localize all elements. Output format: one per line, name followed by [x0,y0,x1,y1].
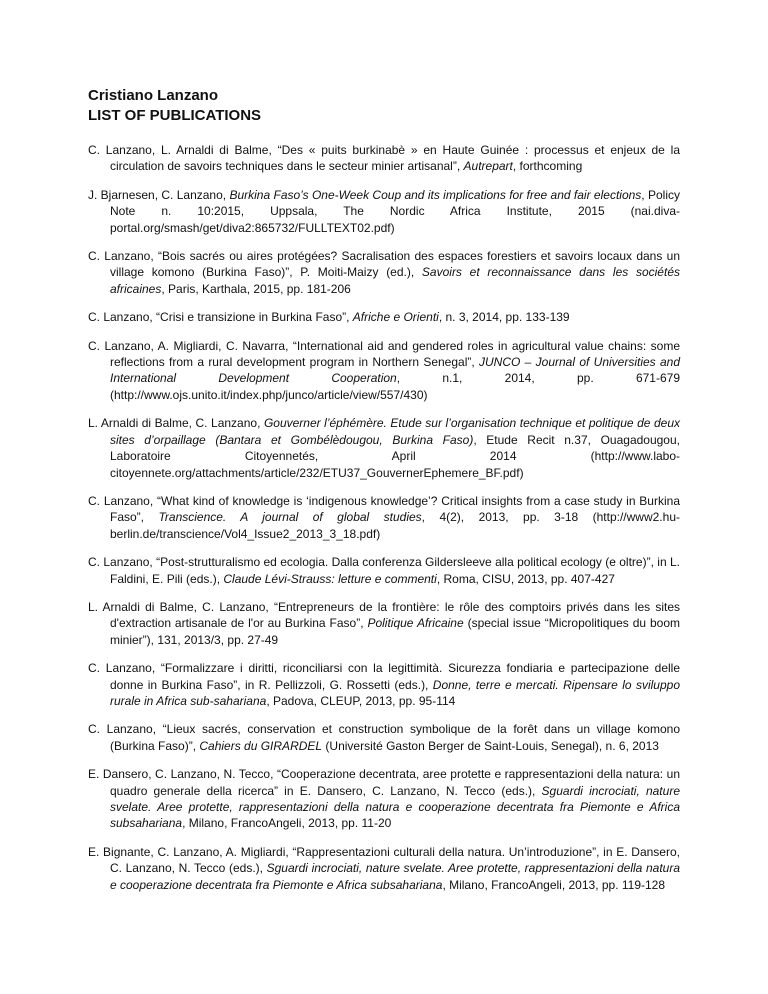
publication-entry: C. Lanzano, “What kind of knowledge is ‘indigenous knowledge’? Critical insights from a case study in Burkina Faso”, Transcience. A journal of global studies, 4(2), 2013, pp. 3-18 (http://www2.hu-berlin.de/transcience/Vol4_Issue2_2013_3_18.pdf) [88,493,680,541]
publication-entry: C. Lanzano, “Post-strutturalismo ed ecologia. Dalla conferenza Gildersleeve alla political ecology (e oltre)”, in L. Faldini, E. Pili (eds.), Claude Lévi-Strauss: letture e commenti, Roma, CISU, 2013, pp. 407-427 [88,555,680,586]
publication-entry: C. Lanzano, “Bois sacrés ou aires protégées? Sacralisation des espaces forestiers et savoirs locaux dans un village komono (Burkina Faso)”, P. Moiti-Maizy (ed.), Savoirs et reconnaissance dans les sociétés africaines, Paris, Karthala, 2015, pp. 181-206 [88,249,680,296]
publication-entry: C. Lanzano, A. Migliardi, C. Navarra, “International aid and gendered roles in agricultural value chains: some reflections from a rural development program in Northern Senegal”, JUNCO – Journal of Universities and International Development Cooperation, n.1, 2014, pp. 671-679 (http://www.ojs.unito.it/index.php/junco/article/view/557/430) [88,338,681,402]
publication-entry: L. Arnaldi di Balme, C. Lanzano, Gouverner l’éphémère. Etude sur l’organisation technique et politique de deux sites d’orpaillage (Bantara et Gombélèdougou, Burkina Faso), Etude Recit n.37, Ouagadougou, Laboratoire Citoyennetés, April 2014 (http://www.labo-citoyennete.org/attachments/article/232/ETU37_GouvernerEphemere_BF.pdf) [88,416,680,480]
publication-entry: L. Arnaldi di Balme, C. Lanzano, “Entrepreneurs de la frontière: le rôle des comptoirs privés dans les sites d'extraction artisanale de l'or au Burkina Faso”, Politique Africaine (special issue “Micropolitiques du boom minier”), 131, 2013/3, pp. 27-49 [88,599,680,647]
publication-entry: E. Dansero, C. Lanzano, N. Tecco, “Cooperazione decentrata, aree protette e rappresentazioni della natura: un quadro generale della ricerca” in E. Dansero, C. Lanzano, N. Tecco (eds.), Sguardi incrociati, nature svelate. Aree protette, rappresentazioni della natura e cooperazione decentrata fra Piemonte e Africa subsahariana, Milano, FrancoAngeli, 2013, pp. 11-20 [88,767,680,831]
page-title: LIST OF PUBLICATIONS [88,107,262,124]
publication-entry: C. Lanzano, L. Arnaldi di Balme, “Des « puits burkinabè » en Haute Guinée : processus et enjeux de la circulation de savoirs techniques dans le secteur minier artisanal”, Autrepart, forthcoming [88,143,680,174]
publication-entry: C. Lanzano, “Crisi e transizione in Burkina Faso”, Afriche e Orienti, n. 3, 2014, pp. 133-139 [88,310,570,325]
publication-entry: C. Lanzano, “Formalizzare i diritti, riconciliarsi con la legittimità. Sicurezza fondiaria e partecipazione delle donne in Burkina Faso”, in R. Pellizzoli, G. Rossetti (eds.), Donne, terre e mercati. Ripensare lo sviluppo rurale in Africa sub-sahariana, Padova, CLEUP, 2013, pp. 95-114 [88,661,680,708]
publication-list [88,142,680,893]
publication-entry: C. Lanzano, “Lieux sacrés, conservation et construction symbolique de la forêt dans un village komono (Burkina Faso)”, Cahiers du GIRARDEL (Université Gaston Berger de Saint-Louis, Senegal), n. 6, 2013 [88,722,680,753]
publication-entry: E. Bignante, C. Lanzano, A. Migliardi, “Rappresentazioni culturali della natura. Un’introduzione”, in E. Dansero, C. Lanzano, N. Tecco (eds.), Sguardi incrociati, nature svelate. Aree protette, rappresentazioni della natura e cooperazione decentrata fra Piemonte e Africa subsahariana, Milano, FrancoAngeli, 2013, pp. 119-128 [88,844,680,892]
author-name: Cristiano Lanzano [88,87,219,104]
publication-entry: J. Bjarnesen, C. Lanzano, Burkina Faso’s One-Week Coup and its implications for free and fair elections, Policy Note n. 10:2015, Uppsala, The Nordic Africa Institute, 2015 (nai.diva-portal.org/smash/get/diva2:865732/FULLTEXT02.pdf) [88,187,680,235]
